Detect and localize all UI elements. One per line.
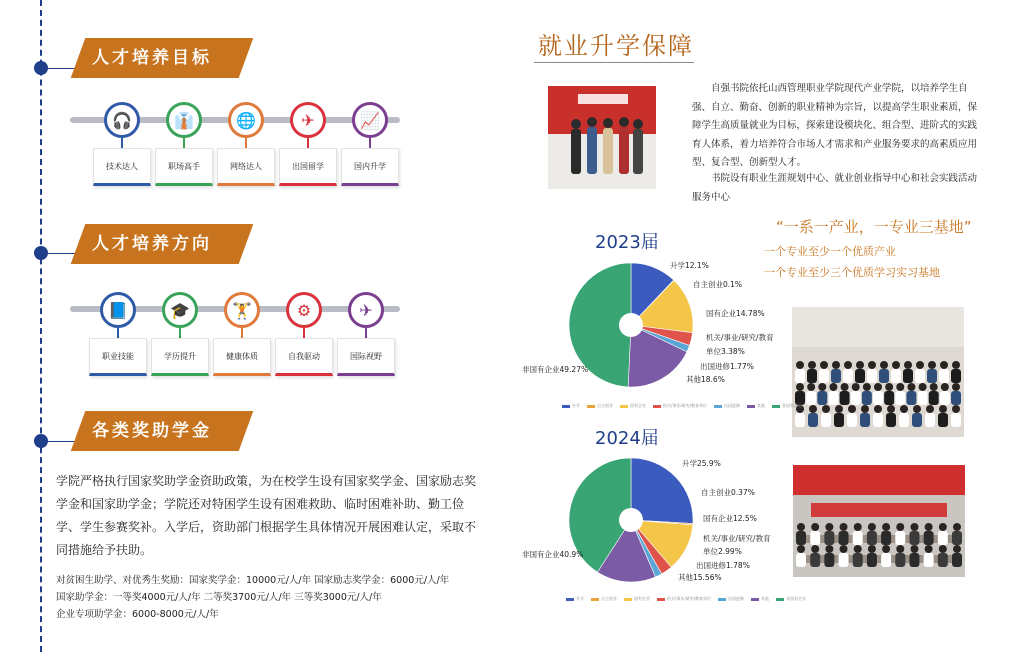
scholarship-line: 国家助学金：一等奖4000元/人/年 二等奖3700元/人/年 三等奖3000元/人/年: [56, 592, 382, 603]
label-box: 国际视野: [337, 338, 395, 376]
pie-center-hole: [619, 508, 643, 532]
label-box: 职业技能: [89, 338, 147, 376]
employment-intro-centers: 书院设有职业生涯规划中心、就业创业指导中心和社会实践活动服务中心: [692, 173, 978, 203]
label-box: 健康体质: [213, 338, 271, 376]
section-title-goals: 人才培养目标: [92, 48, 212, 68]
tie-icon: 👔: [166, 102, 202, 138]
airplane-icon: ✈: [290, 102, 326, 138]
title-underline: [534, 62, 694, 63]
legend-item: 机关/事业/研究/教育单位: [657, 596, 711, 602]
legend-item: 出国进修: [718, 596, 744, 602]
label-box: 学历提升: [151, 338, 209, 376]
legend-item: 出国进修: [714, 403, 740, 409]
legend-item: 自主创业: [587, 403, 613, 409]
label-box: 技术达人: [93, 148, 151, 186]
employment-intro: 自强书院依托山西管理职业学院现代产业学院，以培养学生自强、自立、勤奋、创新的职业精神为宗旨，以提高学生职业素质，保障学生高质量就业为目标，探索建设模块化、组合型、进阶式的实践育人体系，着力培养符合市场人才需求和产业服务要求的高素质应用型、复合型、创新型人才。: [692, 83, 978, 168]
scholarship-line: 企业专项助学金：6000-8000元/人/年: [56, 609, 219, 620]
graduation-cap-icon: 🎓: [162, 292, 198, 328]
label-box: 出国留学: [279, 148, 337, 186]
scholarship-line: 对贫困生助学、对优秀生奖励：国家奖学金：10000元/人/年 国家励志奖学金：6000元/人/年: [56, 575, 450, 586]
legend-item: 非国有企业: [776, 596, 806, 602]
legend-item: 机关/事业/研究/教育单位: [653, 403, 707, 409]
legend-item: 非国有企业: [772, 403, 802, 409]
slogan: “一系一产业，一专业三基地”: [776, 218, 972, 236]
classroom-photo: [793, 465, 965, 577]
pie-label: 出国进修1.77%: [700, 362, 754, 371]
label-box: 网络达人: [217, 148, 275, 186]
pie-label: 单位2.99%: [703, 547, 742, 556]
pie-label: 出国进修1.78%: [696, 561, 750, 570]
legend-item: 升学: [562, 403, 580, 409]
section-title-directions: 人才培养方向: [92, 234, 212, 254]
legend-item: 国有企业: [620, 403, 646, 409]
timeline-dashed-line: [40, 0, 42, 652]
pie-label: 国有企业12.5%: [703, 514, 757, 523]
gear-icon: ⚙: [286, 292, 322, 328]
slogan-line: 一个专业至少三个优质学习实习基地: [764, 266, 940, 279]
slogan-line: 一个专业至少一个优质产业: [764, 245, 896, 258]
pie-label: 非国有企业40.9%: [522, 550, 584, 559]
legend-item: 国有企业: [624, 596, 650, 602]
growth-chart-icon: 📈: [352, 102, 388, 138]
pie-label: 其他15.56%: [678, 573, 722, 582]
label-box: 自我驱动: [275, 338, 333, 376]
globe-plane-icon: ✈: [348, 292, 384, 328]
section-title-scholarship: 各类奖助学金: [92, 421, 212, 441]
employment-title: 就业升学保障: [538, 32, 694, 60]
chart-legend: [562, 403, 802, 409]
chart-title-2024: 2024届: [595, 428, 659, 449]
label-box: 职场高手: [155, 148, 213, 186]
group-photo-small: [548, 86, 656, 189]
chart-legend: [566, 596, 806, 602]
headset-icon: 🎧: [104, 102, 140, 138]
legend-item: 其他: [751, 596, 769, 602]
label-box: 国内升学: [341, 148, 399, 186]
pie-center-hole: [619, 313, 643, 337]
group-photo-large: [792, 307, 964, 437]
dumbbell-icon: 🏋: [224, 292, 260, 328]
scholarship-paragraph: 学院严格执行国家奖助学金资助政策，为在校学生设有国家奖学金、国家励志奖学金和国家助学金；学院还对特困学生设有困难救助、临时困难补助、勤工俭学、学生参赛奖补。入学后，资助部门根据学生具体情况开展困难认定，采取不同措施给予扶助。: [56, 474, 477, 557]
pie-label: 机关/事业/研究/教育: [706, 333, 774, 342]
pie-chart-2024: [566, 455, 696, 585]
chart-title-2023: 2023届: [595, 232, 659, 253]
book-icon: 📘: [100, 292, 136, 328]
pie-label: 升学12.1%: [670, 261, 709, 270]
pie-label: 自主创业0.1%: [693, 280, 743, 289]
pie-label: 自主创业0.37%: [701, 488, 755, 497]
pie-label: 国有企业14.78%: [706, 309, 765, 318]
legend-item: 升学: [566, 596, 584, 602]
legend-item: 其他: [747, 403, 765, 409]
pie-label: 机关/事业/研究/教育: [703, 534, 771, 543]
legend-item: 自主创业: [591, 596, 617, 602]
pie-label: 非国有企业49.27%: [522, 365, 589, 374]
pie-label: 单位3.38%: [706, 347, 745, 356]
pie-label: 其他18.6%: [686, 375, 725, 384]
pie-label: 升学25.9%: [682, 459, 721, 468]
globe-icon: 🌐: [228, 102, 264, 138]
